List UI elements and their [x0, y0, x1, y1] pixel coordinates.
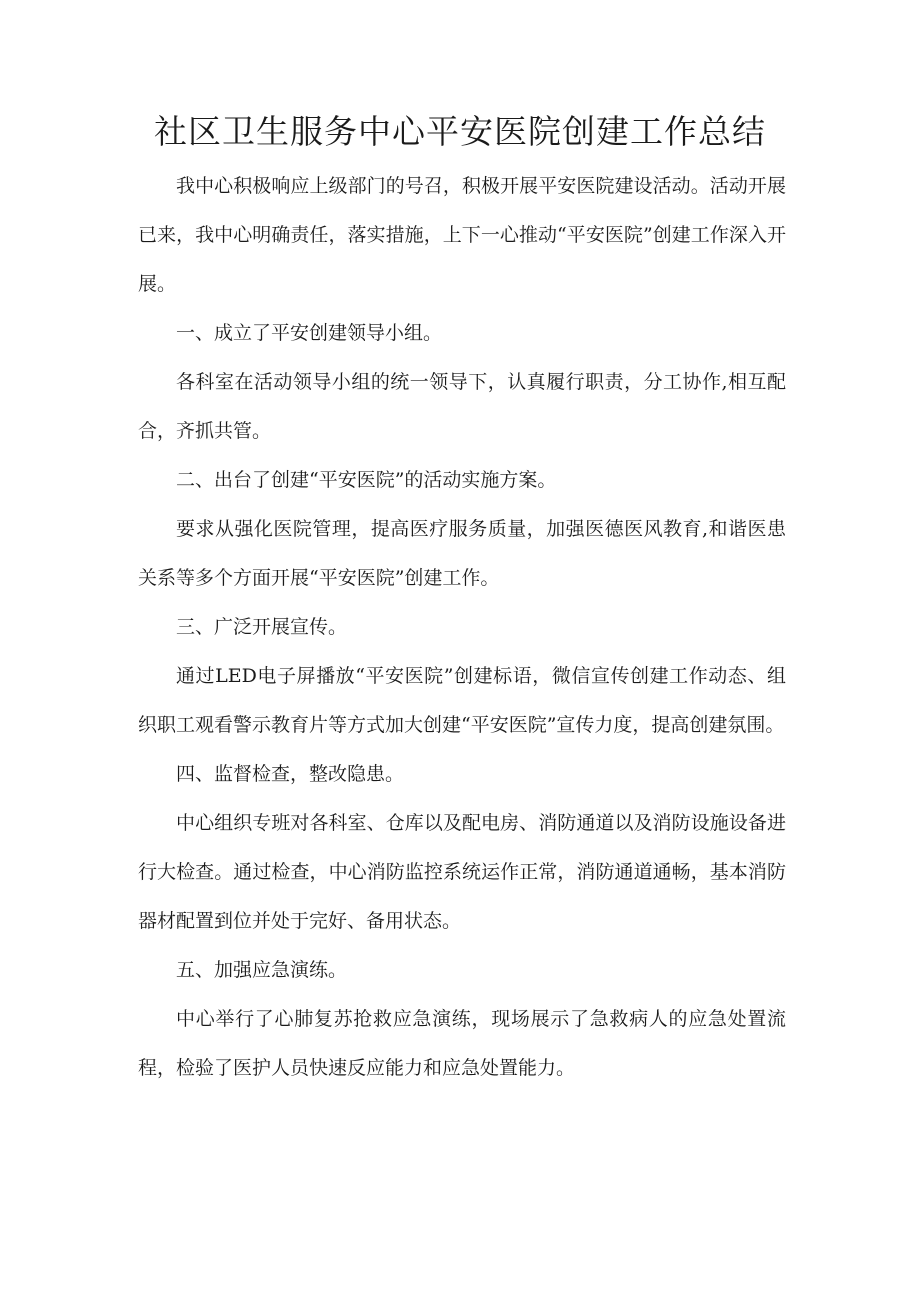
section-heading-5: 五、加强应急演练。: [176, 959, 348, 981]
paragraph-intro: 我中心积极响应上级部门的号召，积极开展平安医院建设活动。活动开展已来，我中心明确责任，落实措施，上下一心推动“平安医院”创建工作深入开展。: [138, 175, 786, 295]
paragraph-section-1: 各科室在活动领导小组的统一领导下，认真履行职责，分工协作,相互配合，齐抓共管。: [138, 371, 786, 442]
section-heading-4: 四、监督检查，整改隐患。: [176, 763, 405, 785]
section-heading-3: 三、广泛开展宣传。: [176, 616, 348, 638]
document-title: 社区卫生服务中心平安医院创建工作总结: [154, 112, 766, 151]
document-body: [138, 162, 786, 1093]
paragraph-section-4: 中心组织专班对各科室、仓库以及配电房、消防通道以及消防设施设备进行大检查。通过检查，中心消防监控系统运作正常，消防通道通畅，基本消防器材配置到位并处于完好、备用状态。: [138, 812, 786, 932]
section-heading-1: 一、成立了平安创建领导小组。: [176, 322, 443, 344]
paragraph-section-5: 中心举行了心肺复苏抢救应急演练，现场展示了急救病人的应急处置流程，检验了医护人员快速反应能力和应急处置能力。: [138, 1008, 786, 1079]
paragraph-section-2: 要求从强化医院管理，提高医疗服务质量，加强医德医风教育,和谐医患关系等多个方面开展“平安医院”创建工作。: [138, 518, 786, 589]
paragraph-section-3: 通过LED电子屏播放“平安医院”创建标语，微信宣传创建工作动态、组织职工观看警示教育片等方式加大创建“平安医院”宣传力度，提高创建氛围。: [138, 665, 786, 736]
section-heading-2: 二、出台了创建“平安医院”的活动实施方案。: [176, 469, 557, 491]
